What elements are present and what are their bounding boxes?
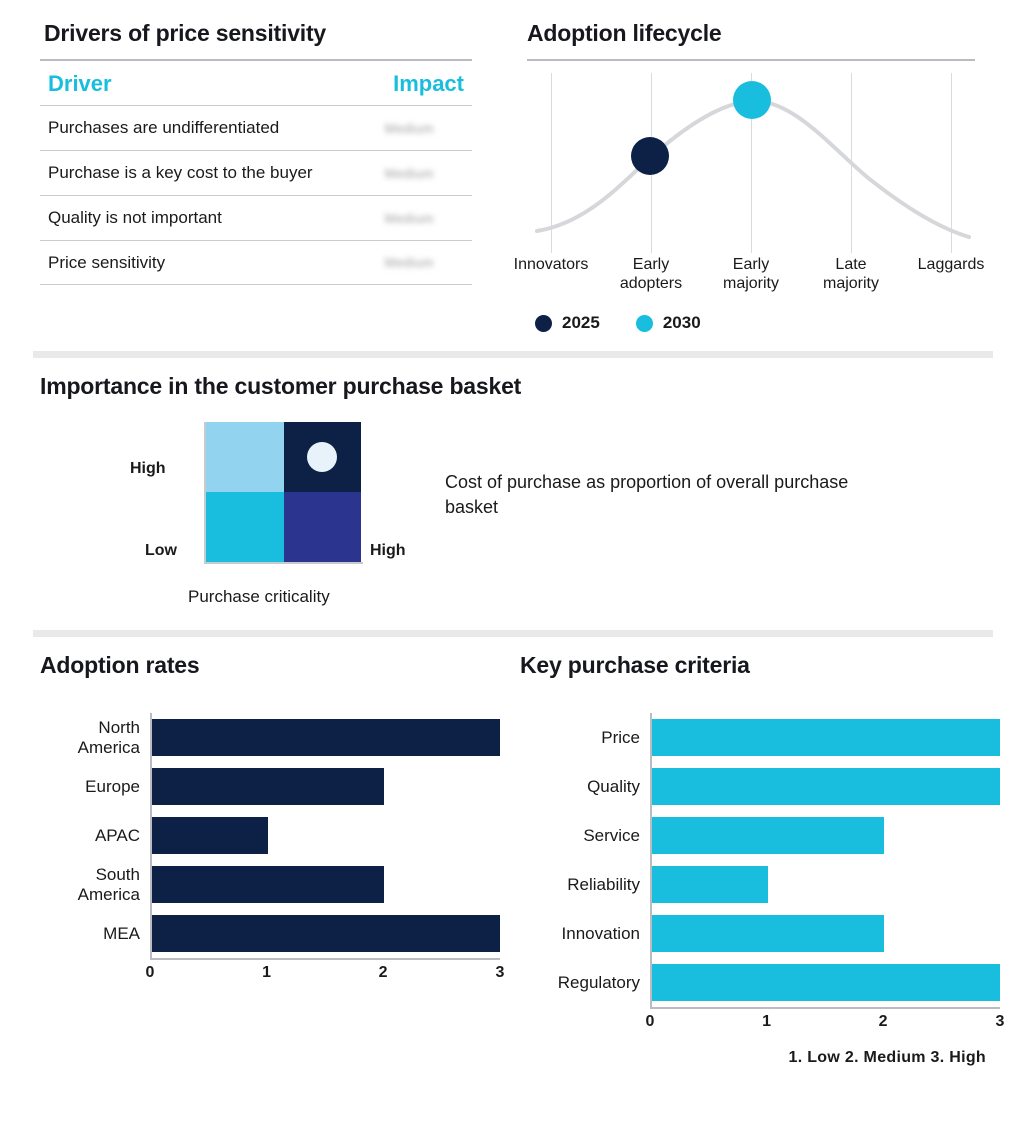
bar-value [652, 768, 1000, 805]
legend-item-2025 [535, 313, 600, 333]
impact-value: Medium [384, 210, 434, 226]
marker-2030 [733, 81, 771, 119]
matrix-y-low-label: Low [145, 542, 177, 559]
legend-dot-icon [535, 315, 552, 332]
importance-matrix [206, 422, 361, 562]
bar-track [150, 762, 500, 811]
table-row [40, 150, 472, 195]
bar-row [520, 713, 1000, 762]
importance-matrix-wrap [40, 422, 990, 622]
axis-label-innovators: Innovators [513, 256, 589, 273]
bar-track [150, 909, 500, 958]
adoption-ticks [145, 960, 505, 986]
bar-label: Innovation [561, 923, 640, 943]
drivers-panel [40, 20, 480, 285]
matrix-x-caption: Purchase criticality [188, 587, 330, 606]
bar-label: Reliability [567, 874, 640, 894]
tick-label: 3 [995, 1013, 1005, 1030]
bar-row [520, 909, 1000, 958]
legend-label: 2025 [562, 313, 600, 332]
section-divider [33, 351, 993, 358]
matrix-cell-high-low [206, 422, 284, 492]
bar-track [150, 811, 500, 860]
bar-label: MEA [103, 923, 140, 943]
bar-track [150, 713, 500, 762]
matrix-cell-high-high [284, 422, 362, 492]
bar-track [650, 860, 1000, 909]
matrix-cell-low-high [284, 492, 362, 562]
key-purchase-criteria-panel [520, 652, 1005, 1067]
bar-row [40, 909, 500, 958]
bar-value [652, 915, 884, 952]
criteria-bars [520, 713, 1005, 1067]
criteria-ticks [645, 1009, 1005, 1035]
lifecycle-panel [513, 20, 997, 333]
matrix-y-high-label: High [130, 460, 166, 477]
bar-value [152, 817, 268, 854]
bar-row [40, 811, 500, 860]
lifecycle-legend [527, 313, 997, 333]
bar-label: Europe [85, 776, 140, 796]
legend-dot-icon [636, 315, 653, 332]
bar-row [520, 860, 1000, 909]
matrix-note: Cost of purchase as proportion of overall purchase basket [445, 472, 849, 517]
criteria-axis [520, 1007, 1005, 1035]
table-row [40, 240, 472, 285]
tick-label: 2 [878, 1013, 888, 1030]
bar-row [40, 860, 500, 909]
lifecycle-top-rule [527, 59, 975, 61]
table-row [40, 105, 472, 150]
bar-value [652, 866, 768, 903]
lifecycle-title: Adoption lifecycle [527, 20, 722, 46]
bar-track [650, 909, 1000, 958]
axis-label-laggards: Laggards [917, 256, 985, 273]
column-header-driver: Driver [48, 71, 112, 96]
tick-label: 0 [645, 1013, 655, 1030]
key-purchase-criteria-title: Key purchase criteria [520, 652, 750, 678]
axis-label-early-adopters: Early adopters [619, 256, 683, 292]
criteria-scale-key: 1. Low 2. Medium 3. High [788, 1049, 986, 1066]
matrix-cell-low-low [206, 492, 284, 562]
matrix-x-axis [204, 562, 363, 564]
bar-row [40, 762, 500, 811]
tick-label: 3 [495, 964, 505, 981]
bar-label: APAC [94, 825, 140, 845]
impact-value: Medium [384, 120, 434, 136]
marker-2025 [631, 137, 669, 175]
bar-label: Price [601, 727, 640, 747]
matrix-x-high-label: High [370, 542, 406, 559]
column-header-impact: Impact [393, 71, 464, 96]
section-divider [33, 630, 993, 637]
axis-label-late-majority: Late majority [822, 256, 879, 292]
bar-value [652, 817, 884, 854]
matrix-bubble-marker [307, 442, 337, 472]
bar-value [652, 964, 1000, 1001]
adoption-bars [40, 713, 505, 986]
driver-label: Purchases are undifferentiated [48, 118, 280, 137]
adoption-axis [40, 958, 505, 986]
bar-row [520, 762, 1000, 811]
lifecycle-plot [527, 73, 977, 253]
legend-item-2030 [636, 313, 701, 333]
bar-label: North America [77, 717, 140, 757]
lifecycle-axis-labels [513, 255, 985, 301]
bar-value [152, 915, 500, 952]
adoption-rates-title: Adoption rates [40, 652, 200, 678]
bar-row [520, 958, 1000, 1007]
bar-value [152, 719, 500, 756]
tick-label: 1 [262, 964, 271, 981]
tick-label: 0 [145, 964, 155, 981]
bar-label: Regulatory [557, 972, 640, 992]
impact-value: Medium [384, 165, 434, 181]
bar-track [650, 811, 1000, 860]
legend-label: 2030 [662, 313, 701, 332]
bar-track [650, 958, 1000, 1007]
bar-label: Service [583, 825, 640, 845]
importance-title: Importance in the customer purchase basket [40, 373, 522, 399]
tick-label: 1 [762, 1013, 771, 1030]
tick-label: 2 [378, 964, 388, 981]
bar-value [652, 719, 1000, 756]
importance-panel [40, 373, 990, 622]
bar-row [520, 811, 1000, 860]
bar-label: Quality [587, 776, 640, 796]
table-row [40, 195, 472, 240]
bar-track [150, 860, 500, 909]
driver-label: Purchase is a key cost to the buyer [48, 163, 313, 182]
driver-label: Price sensitivity [48, 252, 166, 272]
axis-label-early-majority: Early majority [722, 256, 779, 292]
bar-track [650, 713, 1000, 762]
drivers-title: Drivers of price sensitivity [44, 20, 327, 46]
impact-value: Medium [384, 255, 434, 270]
bar-value [152, 866, 384, 903]
bar-label: South America [77, 864, 140, 904]
adoption-rates-panel [40, 652, 505, 986]
bar-track [650, 762, 1000, 811]
bar-row [40, 713, 500, 762]
driver-label: Quality is not important [48, 208, 222, 227]
drivers-table-header [40, 61, 472, 105]
bar-value [152, 768, 384, 805]
